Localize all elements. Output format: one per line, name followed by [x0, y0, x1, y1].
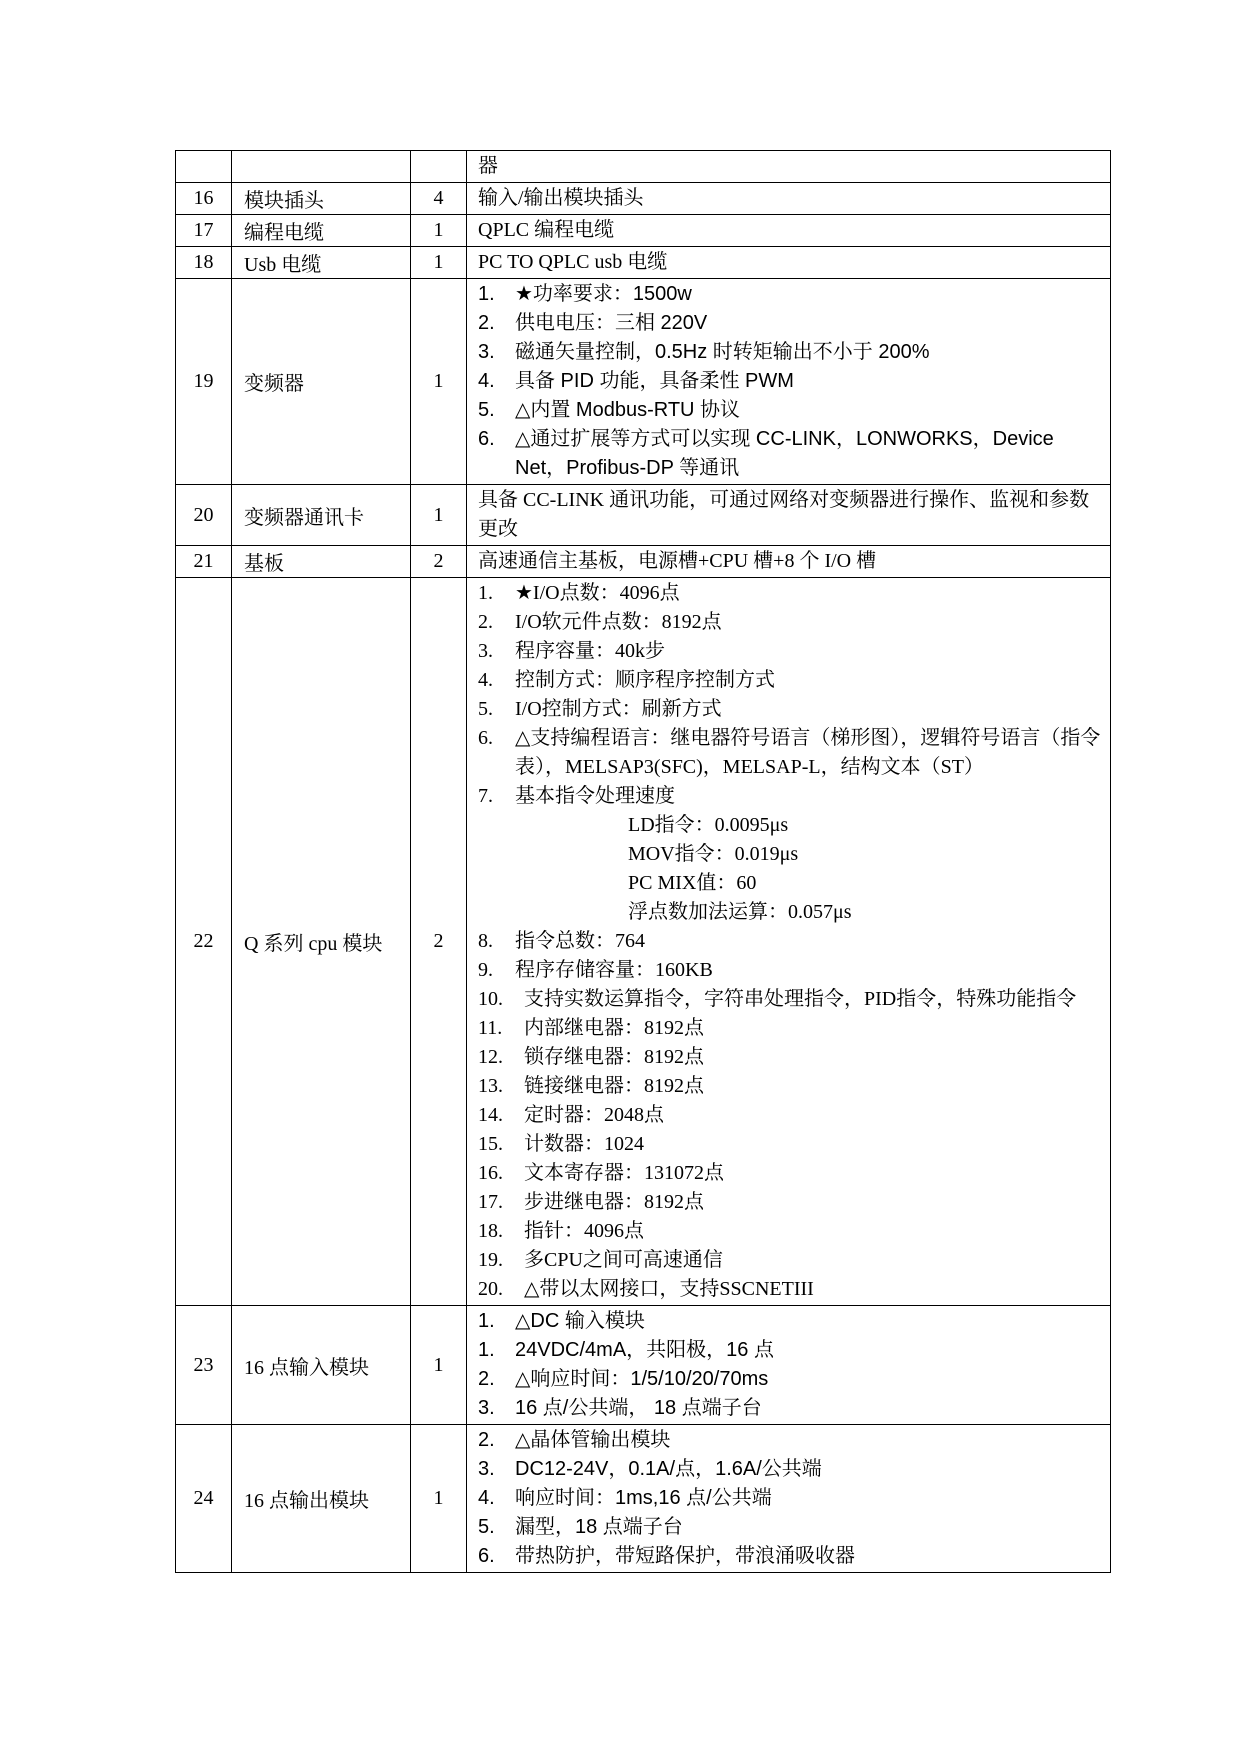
- table-row: [176, 247, 1111, 279]
- spec-list-item: 19. 多CPU之间可高速通信: [478, 1249, 723, 1271]
- item-quantity: [411, 151, 467, 183]
- spec-list-item: 3. 程序容量：40k步: [478, 640, 665, 662]
- row-number: 17: [176, 215, 232, 247]
- item-name: 16 点输出模块: [232, 1425, 411, 1573]
- spec-list-item: 9. 程序存储容量：160KB: [478, 959, 713, 981]
- item-name: 模块插头: [232, 183, 411, 215]
- item-quantity: 1: [411, 1425, 467, 1573]
- row-number: 21: [176, 546, 232, 578]
- spec-list-item: 4. 控制方式：顺序程序控制方式: [478, 669, 775, 691]
- item-spec: [467, 279, 1111, 485]
- spec-list-item: 11. 内部继电器：8192点: [478, 1017, 704, 1039]
- table-row: [176, 546, 1111, 578]
- item-name: 编程电缆: [232, 215, 411, 247]
- item-spec: [467, 1306, 1111, 1425]
- spec-text: 输入/输出模块插头: [478, 187, 644, 209]
- equipment-spec-table: [175, 150, 1111, 1573]
- item-name: Q 系列 cpu 模块: [232, 578, 411, 1306]
- spec-sub-item: PC MIX值：60: [628, 872, 757, 894]
- spec-list-item: 7. 基本指令处理速度: [478, 785, 675, 807]
- table-row: [176, 183, 1111, 215]
- item-spec: [467, 485, 1111, 546]
- spec-list-item: 10. 支持实数运算指令，字符串处理指令，PID指令，特殊功能指令: [478, 988, 1077, 1010]
- row-number: 19: [176, 279, 232, 485]
- table-row: [176, 578, 1111, 1306]
- spec-list-item: 2. △响应时间：1/5/10/20/70ms: [478, 1368, 769, 1390]
- spec-list-item: 2. 供电电压：三相 220V: [478, 312, 708, 334]
- item-spec: [467, 151, 1111, 183]
- row-number: 16: [176, 183, 232, 215]
- spec-list-item: 2. △晶体管输出模块: [478, 1429, 671, 1451]
- spec-list-item: 14. 定时器：2048点: [478, 1104, 664, 1126]
- item-spec: [467, 546, 1111, 578]
- item-spec: [467, 183, 1111, 215]
- spec-list-item: 6. △支持编程语言：继电器符号语言（梯形图），逻辑符号语言（指令表），MELSAP3(SFC)，MELSAP-L，结构文本（ST）: [478, 727, 1101, 778]
- spec-list-item: 16. 文本寄存器：131072点: [478, 1162, 724, 1184]
- item-quantity: 1: [411, 1306, 467, 1425]
- spec-list-item: 1. △DC 输入模块: [478, 1310, 645, 1332]
- spec-list-item: 4. 具备 PID 功能，具备柔性 PWM: [478, 370, 794, 392]
- spec-sub-item: MOV指令：0.019μs: [628, 843, 799, 865]
- row-number: 23: [176, 1306, 232, 1425]
- item-quantity: 4: [411, 183, 467, 215]
- spec-list-item: 18. 指针：4096点: [478, 1220, 644, 1242]
- row-number: 18: [176, 247, 232, 279]
- spec-sub-item: 浮点数加法运算：0.057μs: [628, 901, 852, 923]
- spec-list-item: 2. I/O软元件点数：8192点: [478, 611, 722, 633]
- spec-text: 高速通信主基板，电源槽+CPU 槽+8 个 I/O 槽: [478, 550, 877, 572]
- table-row: [176, 215, 1111, 247]
- item-name: 16 点输入模块: [232, 1306, 411, 1425]
- spec-list-item: 6. 带热防护，带短路保护，带浪涌吸收器: [478, 1545, 855, 1567]
- spec-text: PC TO QPLC usb 电缆: [478, 251, 668, 273]
- item-quantity: 1: [411, 485, 467, 546]
- row-number: 20: [176, 485, 232, 546]
- item-name: 基板: [232, 546, 411, 578]
- row-number: 24: [176, 1425, 232, 1573]
- item-name: 变频器: [232, 279, 411, 485]
- table-row: [176, 485, 1111, 546]
- spec-list-item: 6. △通过扩展等方式可以实现 CC-LINK，LONWORKS，Device Net，Profibus-DP 等通讯: [478, 428, 1054, 479]
- table-row: [176, 1306, 1111, 1425]
- table-row: [176, 1425, 1111, 1573]
- item-spec: [467, 578, 1111, 1306]
- spec-list-item: 12. 锁存继电器：8192点: [478, 1046, 704, 1068]
- item-quantity: 2: [411, 578, 467, 1306]
- spec-list-item: 3. 磁通矢量控制，0.5Hz 时转矩输出不小于 200%: [478, 341, 930, 363]
- spec-list-item: 8. 指令总数：764: [478, 930, 645, 952]
- table-row: [176, 151, 1111, 183]
- spec-list-item: 20. △带以太网接口，支持SSCNETIII: [478, 1278, 814, 1300]
- spec-list-item: 5. I/O控制方式：刷新方式: [478, 698, 722, 720]
- item-name: [232, 151, 411, 183]
- spec-sub-item: LD指令：0.0095μs: [628, 814, 789, 836]
- item-quantity: 2: [411, 546, 467, 578]
- spec-text: 具备 CC-LINK 通讯功能，可通过网络对变频器进行操作、监视和参数更改: [478, 489, 1090, 540]
- spec-list-item: 5. △内置 Modbus-RTU 协议: [478, 399, 741, 421]
- item-quantity: 1: [411, 247, 467, 279]
- spec-list-item: 3. DC12-24V，0.1A/点，1.6A/公共端: [478, 1458, 822, 1480]
- spec-list-item: 17. 步进继电器：8192点: [478, 1191, 704, 1213]
- item-name: 变频器通讯卡: [232, 485, 411, 546]
- spec-text: 器: [478, 155, 498, 177]
- spec-list-item: 4. 响应时间：1ms,16 点/公共端: [478, 1487, 772, 1509]
- spec-list-item: 1. ★I/O点数：4096点: [478, 582, 680, 604]
- spec-text: QPLC 编程电缆: [478, 219, 615, 241]
- item-spec: [467, 247, 1111, 279]
- item-quantity: 1: [411, 279, 467, 485]
- item-quantity: 1: [411, 215, 467, 247]
- row-number: [176, 151, 232, 183]
- table-row: [176, 279, 1111, 485]
- spec-list-item: 3. 16 点/公共端， 18 点端子台: [478, 1397, 762, 1419]
- spec-list-item: 5. 漏型，18 点端子台: [478, 1516, 683, 1538]
- row-number: 22: [176, 578, 232, 1306]
- spec-list-item: 15. 计数器：1024: [478, 1133, 644, 1155]
- spec-list-item: 1. 24VDC/4mA，共阳极，16 点: [478, 1339, 774, 1361]
- item-spec: [467, 1425, 1111, 1573]
- item-name: Usb 电缆: [232, 247, 411, 279]
- spec-list-item: 1. ★功率要求：1500w: [478, 283, 692, 305]
- spec-list-item: 13. 链接继电器：8192点: [478, 1075, 704, 1097]
- item-spec: [467, 215, 1111, 247]
- spec-document: [175, 150, 1110, 1573]
